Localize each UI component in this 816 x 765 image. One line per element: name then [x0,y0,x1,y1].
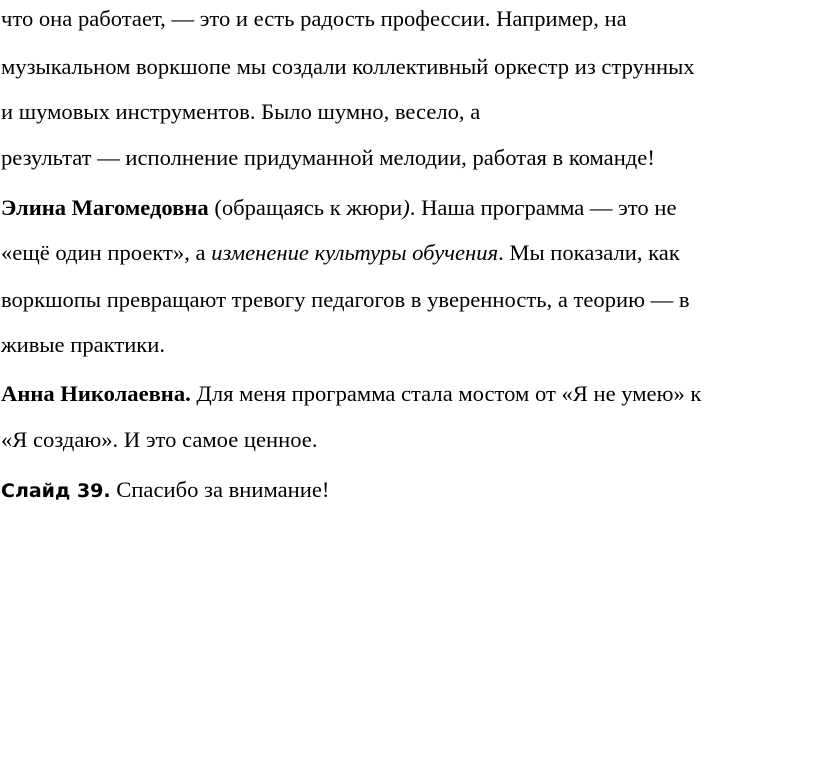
speech-text: Для меня программа стала мостом от «Я не умею» к [190,381,702,406]
paragraph-1-line-1: что она работает, — это и есть радость профессии. Например, на [1,6,627,31]
stage-remark-close: ) [402,195,410,220]
speaker-name: Элина Магомедовна [1,195,209,220]
paragraph-3-line-2: «Я создаю». И это самое ценное. [1,427,318,452]
speech-text: . Мы показали, как [498,240,680,265]
paragraph-3-line-1 [1,379,701,409]
paragraph-2-line-2 [1,238,680,268]
stage-remark: (обращаясь к жюри [208,195,403,220]
paragraph-2-line-1 [1,193,677,223]
paragraph-1-line-2: музыкальном воркшопе мы создали коллективный оркестр из струнных [1,54,695,79]
paragraph-1-line-4: результат — исполнение придуманной мелодии, работая в команде! [1,145,655,170]
speaker-name: Анна Николаевна. [1,381,191,406]
closing-text: Спасибо за внимание! [110,477,330,502]
speech-text: «ещё один проект», а [1,240,212,265]
emphasis-text: изменение культуры обучения [211,240,499,265]
slide-label: Слайд 39. [1,480,111,502]
paragraph-1-line-3: и шумовых инструментов. Было шумно, весело, а [1,99,481,124]
paragraph-2-line-3: воркшопы превращают тревогу педагогов в уверенность, а теорию — в [1,287,690,312]
paragraph-4-line-1 [1,475,329,505]
paragraph-2-line-4: живые практики. [1,332,166,357]
speech-text: . Наша программа — это не [409,195,677,220]
